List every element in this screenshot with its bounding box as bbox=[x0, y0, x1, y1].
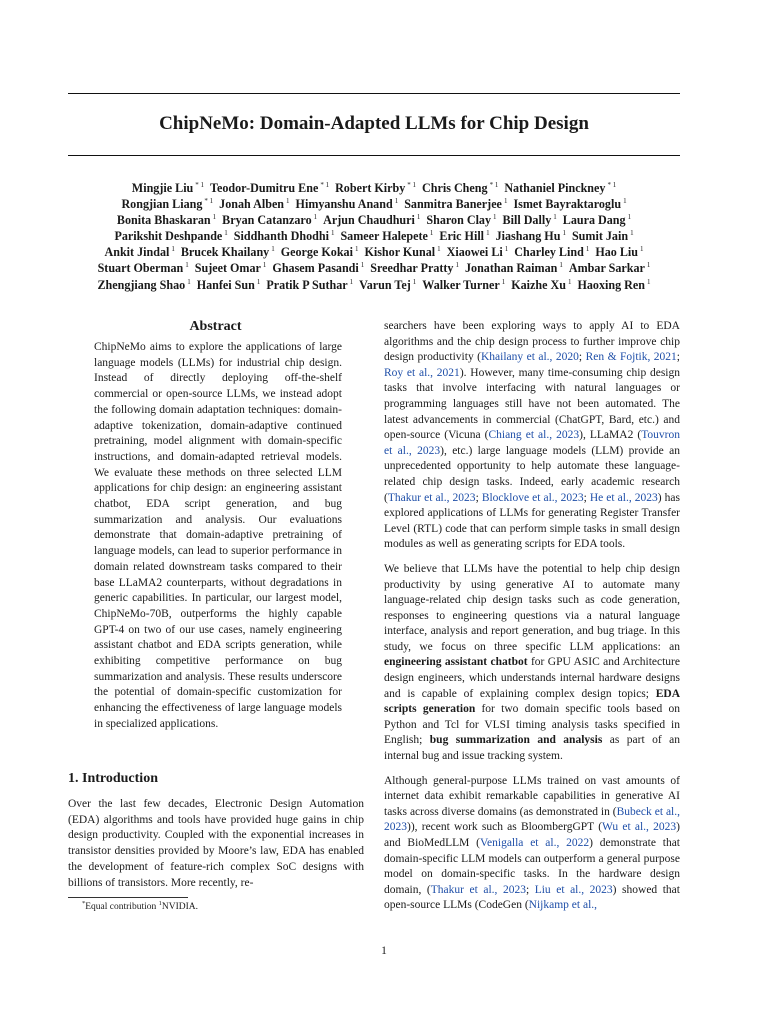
author-name: Stuart Oberman bbox=[97, 261, 184, 276]
author-affiliation: 1 bbox=[262, 261, 267, 270]
author bbox=[281, 245, 359, 259]
author-name: Parikshit Deshpande bbox=[114, 229, 223, 244]
author-affiliation: 1 bbox=[330, 229, 335, 238]
author-name: Sharon Clay bbox=[426, 213, 492, 228]
author-name: Ankit Jindal bbox=[104, 245, 170, 260]
author bbox=[595, 245, 643, 259]
author-affiliation: 1 bbox=[501, 277, 506, 286]
citation-link[interactable]: Blocklove et al., 2023 bbox=[481, 491, 584, 504]
author-name: Bonita Bhaskaran bbox=[116, 213, 211, 228]
author bbox=[577, 278, 650, 292]
author-name: Robert Kirby bbox=[335, 181, 406, 195]
author bbox=[181, 245, 275, 259]
footnote-affiliation: NVIDIA. bbox=[161, 902, 199, 912]
author-name: Zhengjiang Shao bbox=[97, 277, 186, 292]
author bbox=[210, 181, 329, 195]
author-name: Arjun Chaudhuri bbox=[323, 213, 415, 228]
author bbox=[340, 229, 433, 243]
author-affiliation: 1 bbox=[567, 277, 572, 286]
author-name: Xiaowei Li bbox=[446, 245, 503, 260]
author-name: Sanmitra Banerjee bbox=[404, 197, 502, 212]
author-line bbox=[60, 260, 688, 276]
author bbox=[572, 229, 634, 243]
author-affiliation: 1 bbox=[559, 261, 563, 270]
citation-link[interactable]: Wu et al., 2023 bbox=[602, 821, 677, 834]
title-rule-bottom bbox=[68, 155, 680, 156]
author bbox=[323, 213, 420, 227]
author bbox=[234, 229, 335, 243]
author-name: Walker Turner bbox=[422, 277, 500, 292]
author-affiliation: 1 bbox=[646, 261, 651, 270]
author-name: Varun Tej bbox=[359, 277, 411, 292]
author-affiliation: 1 bbox=[504, 245, 509, 254]
paragraph: Although general-purpose LLMs trained on vast amounts of internet data exhibit remarkable capabilities in generative AI tasks across diverse domains (as demonstrated in (Bubeck et al., 2023)), recent work such as BloombergGPT (Wu et al., 2023) and BioMedLLM (Venigalla et al., 2022) demonstrate that domain-specific LLM models can outperform a general purpose model on domain-specific tasks. In the hardware design domain, (Thakur et al., 2023; Liu et al., 2023) showed that open-source LLMs (CodeGen (Nijkamp et al., bbox=[384, 774, 680, 912]
author bbox=[513, 197, 626, 211]
author-affiliation: 1 bbox=[647, 277, 651, 286]
author-affiliation: * 1 bbox=[320, 181, 330, 189]
author-name: Sumit Jain bbox=[571, 229, 629, 244]
author bbox=[104, 245, 174, 259]
author-affiliation: 1 bbox=[212, 213, 217, 222]
author-affiliation: 1 bbox=[437, 245, 441, 254]
abstract-heading: Abstract bbox=[189, 319, 242, 334]
author-affiliation: 1 bbox=[349, 277, 354, 286]
author-line bbox=[60, 196, 688, 212]
author bbox=[514, 245, 589, 259]
author bbox=[335, 181, 416, 195]
author-name: Chris Cheng bbox=[422, 181, 488, 195]
author-name: Charley Lind bbox=[514, 245, 584, 260]
author bbox=[370, 261, 459, 275]
author bbox=[97, 278, 190, 292]
author bbox=[121, 197, 213, 211]
section-heading-introduction: 1. Introduction bbox=[68, 771, 158, 786]
paragraph: We believe that LLMs have the potential to help chip design productivity by using generative AI to automate many language-related chip design tasks such as code generation, responses to engineering questions via a natural language interface, analysis and report generation, and bug triage. In this study, we focus on three specific LLM applications: an engineering assistant chatbot for GPU ASIC and Architecture design engineers, which understands internal hardware designs and is capable of explaining complex design topics; EDA scripts generation for two domain specific tools based on Python and Tcl for VLSI timing analysis tasks specified in English; bug summarization and analysis as part of an internal bug and issue tracking system. bbox=[384, 562, 680, 763]
author-affiliation: 1 bbox=[286, 197, 290, 206]
author bbox=[465, 261, 563, 275]
author bbox=[422, 181, 498, 195]
author-line bbox=[60, 244, 688, 260]
author-affiliation: 1 bbox=[271, 245, 275, 254]
citation-link[interactable]: Thakur et al., 2023 bbox=[430, 883, 526, 896]
author-affiliation: 1 bbox=[354, 245, 359, 254]
author-name: Brucek Khailany bbox=[180, 245, 270, 260]
author bbox=[503, 213, 557, 227]
author-name: Haoxing Ren bbox=[577, 277, 646, 292]
author-name: Kaizhe Xu bbox=[511, 277, 566, 292]
author-name: Eric Hill bbox=[439, 229, 485, 244]
author-affiliation: * 1 bbox=[607, 181, 617, 189]
author bbox=[98, 261, 189, 275]
author-line bbox=[60, 277, 688, 293]
author bbox=[426, 213, 496, 227]
author-affiliation: 1 bbox=[429, 229, 434, 238]
author bbox=[422, 278, 505, 292]
citation-link[interactable]: Venigalla et al., 2022 bbox=[479, 837, 590, 849]
author-affiliation: 1 bbox=[256, 277, 261, 286]
author-name: Bryan Catanzaro bbox=[222, 213, 312, 228]
author bbox=[563, 213, 631, 227]
author-name: Hao Liu bbox=[595, 245, 638, 260]
author-name: Ghasem Pasandi bbox=[272, 261, 359, 276]
author bbox=[439, 229, 489, 243]
author-affiliation: 1 bbox=[630, 229, 634, 238]
title-rule-top bbox=[68, 93, 680, 94]
author-name: Bill Dally bbox=[502, 213, 552, 228]
author-affiliation: * 1 bbox=[407, 181, 417, 189]
author-name: Jonathan Raiman bbox=[464, 261, 558, 276]
author bbox=[447, 245, 509, 259]
author-affiliation: 1 bbox=[627, 213, 632, 222]
author-name: Jiashang Hu bbox=[495, 229, 561, 244]
author bbox=[496, 229, 566, 243]
author-name: Teodor-Dumitru Ene bbox=[210, 181, 319, 195]
citation-link[interactable]: Chiang et al., 2023 bbox=[488, 429, 580, 442]
paper-title: ChipNeMo: Domain-Adapted LLMs for Chip Design bbox=[159, 113, 589, 134]
author-name: Hanfei Sun bbox=[196, 277, 255, 292]
author-name: Rongjian Liang bbox=[121, 197, 203, 212]
author bbox=[272, 261, 364, 275]
author-affiliation: 1 bbox=[185, 261, 189, 270]
author-affiliation: 1 bbox=[412, 277, 417, 286]
author-name: George Kokai bbox=[280, 245, 353, 260]
author-name: Sameer Halepete bbox=[340, 229, 428, 244]
author bbox=[219, 197, 289, 211]
citation-link[interactable]: Khailany et al., 2020 bbox=[481, 351, 579, 364]
author-affiliation: 1 bbox=[455, 261, 459, 270]
citation-link[interactable]: Nijkamp et al., bbox=[528, 899, 598, 912]
author-affiliation: 1 bbox=[623, 197, 627, 206]
page-number: 1 bbox=[381, 945, 387, 957]
author-affiliation: 1 bbox=[224, 229, 228, 238]
author-affiliation: 1 bbox=[187, 277, 191, 286]
footnote-rule bbox=[68, 897, 188, 898]
right-column bbox=[384, 319, 680, 923]
author-affiliation: 1 bbox=[416, 213, 421, 222]
author-name: Jonah Alben bbox=[219, 197, 285, 212]
author-name: Pratik P Suthar bbox=[266, 277, 348, 292]
author-affiliation: 1 bbox=[585, 245, 590, 254]
author bbox=[195, 261, 267, 275]
author-line bbox=[60, 180, 688, 196]
author-affiliation: 1 bbox=[171, 245, 175, 254]
author-affiliation: 1 bbox=[486, 229, 490, 238]
author-name: Siddhanth Dhodhi bbox=[233, 229, 329, 244]
footnote-mark: * bbox=[82, 900, 86, 907]
introduction-text: Over the last few decades, Electronic Design Automation (EDA) algorithms and tools have provided huge gains in chip design productivity. Coupled with the exponential increases in transistor densities provided by Moore’s law, EDA has enabled the development of feature-rich complex SoC designs with billions of transistors. More recently, re- bbox=[68, 798, 364, 889]
author-affiliation: * 1 bbox=[204, 197, 214, 206]
author bbox=[197, 278, 261, 292]
footnote bbox=[82, 901, 198, 913]
author bbox=[132, 181, 204, 195]
author-line bbox=[60, 228, 688, 244]
citation-link[interactable]: Liu et al., 2023 bbox=[534, 883, 613, 896]
citation-link[interactable]: Roy et al., 2021 bbox=[384, 366, 460, 379]
author-name: Sreedhar Pratty bbox=[370, 261, 454, 276]
author bbox=[296, 197, 399, 211]
author-list bbox=[60, 180, 688, 293]
citation-link[interactable]: He et al., 2023 bbox=[589, 491, 658, 504]
author-affiliation: 1 bbox=[562, 229, 566, 238]
author bbox=[117, 213, 216, 227]
author-line bbox=[60, 212, 688, 228]
author bbox=[114, 229, 227, 243]
author bbox=[511, 278, 571, 292]
footnote-affiliation-mark: 1 bbox=[158, 900, 162, 907]
author-name: Ambar Sarkar bbox=[568, 261, 645, 276]
author bbox=[569, 261, 651, 275]
author-name: Himyanshu Anand bbox=[295, 197, 393, 212]
author bbox=[364, 245, 440, 259]
author-name: Mingjie Liu bbox=[131, 181, 194, 195]
author bbox=[404, 197, 507, 211]
citation-link[interactable]: Bubeck et al., 2023 bbox=[384, 805, 680, 834]
author-affiliation: * 1 bbox=[195, 181, 205, 189]
author-name: Kishor Kunal bbox=[364, 245, 436, 260]
author-affiliation: 1 bbox=[640, 245, 644, 254]
abstract-text: ChipNeMo aims to explore the applications of large language models (LLMs) for industrial chip design. Instead of directly deploying off-the-shelf commercial or open-source LLMs, we instead adopt the following domain adaptation techniques: domain-adaptive tokenization, domain-adaptive continued pretraining, model alignment with domain-specific instructions, and domain-adapted retrieval models. We evaluate these methods on three selected LLM applications for chip design: an engineering assistant chatbot, EDA script generation, and bug summarization and analysis. Our evaluations demonstrate that domain-adaptive pretraining of language models, can lead to superior performance in domain related downstream tasks compared to their base LLaMA2 counterparts, without degradations in generic capabilities. In particular, our largest model, ChipNeMo-70B, outperforms the highly capable GPT-4 on two of our use cases, namely engineering assistant chatbot and EDA scripts generation, while exhibiting competitive performance on bug summarization and analysis. These results underscore the potential of domain-specific customization for enhancing the effectiveness of large language models in specialized applications. bbox=[94, 341, 342, 730]
author bbox=[222, 213, 317, 227]
author-name: Sujeet Omar bbox=[194, 261, 261, 276]
author-name: Ismet Bayraktaroglu bbox=[513, 197, 622, 212]
author-affiliation: 1 bbox=[360, 261, 365, 270]
author-affiliation: 1 bbox=[394, 197, 399, 206]
author-affiliation: * 1 bbox=[489, 181, 499, 189]
paragraph: searchers have been exploring ways to apply AI to EDA algorithms and the chip design process to further improve chip design productivity (Khailany et al., 2020; Ren & Fojtik, 2021; Roy et al., 2021). However, many time-consuming chip design tasks that involve interfacing with natural languages or programming languages still have not been automated. The latest advancements in commercial (ChatGPT, Bard, etc.) and open-source (Vicuna (Chiang et al., 2023), LLaMA2 (Touvron et al., 2023), etc.) large language models (LLM) provide an unprecedented opportunity to help automate these language-related chip design tasks. Indeed, early academic research (Thakur et al., 2023; Blocklove et al., 2023; He et al., 2023) has explored applications of LLMs for generating Register Transfer Level (RTL) code that can perform simple tasks in small design modules as well as generating scripts for EDA tools. bbox=[384, 320, 680, 551]
author bbox=[359, 278, 416, 292]
author-name: Nathaniel Pinckney bbox=[504, 181, 606, 195]
author-affiliation: 1 bbox=[503, 197, 508, 206]
footnote-equal-contribution: Equal contribution bbox=[85, 902, 157, 912]
author-name: Laura Dang bbox=[562, 213, 626, 228]
citation-link[interactable]: Thakur et al., 2023 bbox=[387, 491, 476, 504]
author-affiliation: 1 bbox=[493, 213, 497, 222]
author bbox=[266, 278, 353, 292]
citation-link[interactable]: Touvron et al., 2023 bbox=[384, 429, 680, 457]
author-affiliation: 1 bbox=[553, 213, 557, 222]
author-affiliation: 1 bbox=[313, 213, 318, 222]
author bbox=[504, 181, 616, 195]
citation-link[interactable]: Ren & Fojtik, 2021 bbox=[585, 351, 677, 364]
